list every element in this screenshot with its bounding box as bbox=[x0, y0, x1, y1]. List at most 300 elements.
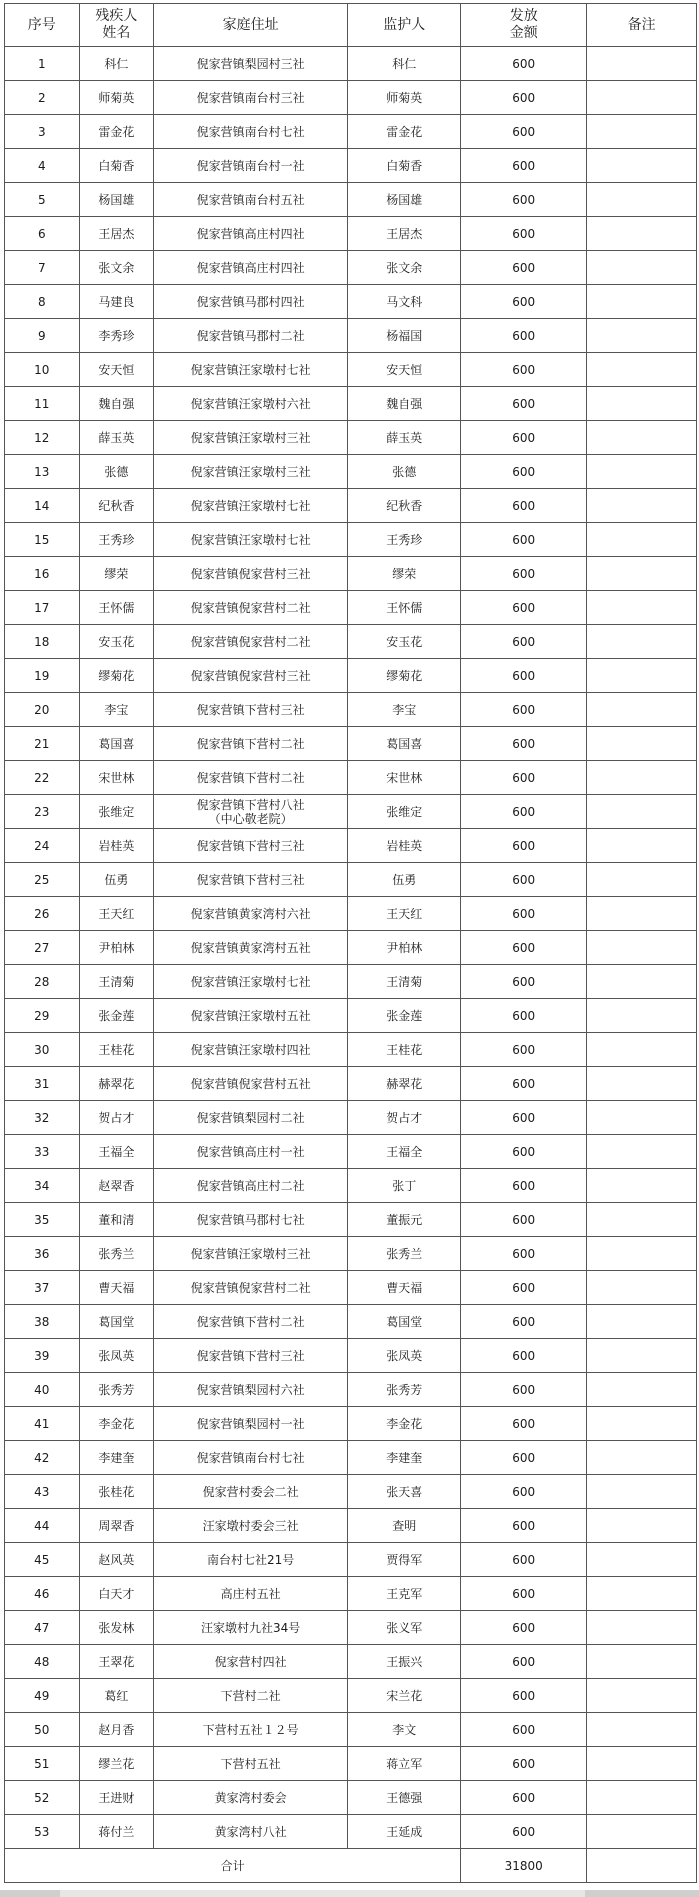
address-cell bbox=[154, 149, 348, 183]
guardian-cell: 张天喜 bbox=[348, 1475, 461, 1509]
amount-cell: 600 bbox=[461, 421, 587, 455]
table-row bbox=[5, 1509, 697, 1543]
seq-cell: 16 bbox=[5, 557, 80, 591]
address-line1: 倪家营镇汪家墩村三社 bbox=[190, 464, 311, 479]
table-row bbox=[5, 863, 697, 897]
amount-cell: 600 bbox=[461, 1713, 587, 1747]
amount-cell: 600 bbox=[461, 319, 587, 353]
table-row bbox=[5, 319, 697, 353]
address-cell bbox=[154, 1407, 348, 1441]
guardian-cell: 伍勇 bbox=[348, 863, 461, 897]
table-header bbox=[5, 4, 697, 47]
guardian-cell: 王居杰 bbox=[348, 217, 461, 251]
seq-cell: 25 bbox=[5, 863, 80, 897]
table-row bbox=[5, 1713, 697, 1747]
amount-cell: 600 bbox=[461, 591, 587, 625]
name-cell: 张发林 bbox=[79, 1611, 154, 1645]
amount-cell: 600 bbox=[461, 387, 587, 421]
scrollbar-right-segment bbox=[585, 1890, 699, 1897]
name-cell: 王进财 bbox=[79, 1781, 154, 1815]
guardian-cell: 李金花 bbox=[348, 1407, 461, 1441]
seq-cell: 23 bbox=[5, 795, 80, 829]
name-cell: 张金莲 bbox=[79, 999, 154, 1033]
guardian-cell: 张秀兰 bbox=[348, 1237, 461, 1271]
address-cell bbox=[154, 387, 348, 421]
seq-cell: 22 bbox=[5, 761, 80, 795]
guardian-cell: 李宝 bbox=[348, 693, 461, 727]
name-cell: 张秀芳 bbox=[79, 1373, 154, 1407]
address-line1: 倪家营镇汪家墩村五社 bbox=[190, 1008, 311, 1023]
address-cell bbox=[154, 523, 348, 557]
remark-cell bbox=[587, 251, 697, 285]
header-address: 家庭住址 bbox=[154, 4, 348, 47]
address-cell bbox=[154, 557, 348, 591]
seq-cell: 49 bbox=[5, 1679, 80, 1713]
remark-cell bbox=[587, 1169, 697, 1203]
name-cell: 蒋付兰 bbox=[79, 1815, 154, 1849]
address-cell bbox=[154, 863, 348, 897]
guardian-cell: 张秀芳 bbox=[348, 1373, 461, 1407]
guardian-cell: 薛玉英 bbox=[348, 421, 461, 455]
name-cell: 安玉花 bbox=[79, 625, 154, 659]
name-cell: 纪秋香 bbox=[79, 489, 154, 523]
name-cell: 白菊香 bbox=[79, 149, 154, 183]
guardian-cell: 王怀儒 bbox=[348, 591, 461, 625]
amount-cell: 600 bbox=[461, 965, 587, 999]
guardian-cell: 张德 bbox=[348, 455, 461, 489]
table-row bbox=[5, 1747, 697, 1781]
guardian-cell: 张丁 bbox=[348, 1169, 461, 1203]
guardian-cell: 王延成 bbox=[348, 1815, 461, 1849]
table-row bbox=[5, 387, 697, 421]
amount-cell: 600 bbox=[461, 931, 587, 965]
name-cell: 尹柏林 bbox=[79, 931, 154, 965]
table-row bbox=[5, 1611, 697, 1645]
amount-cell: 600 bbox=[461, 217, 587, 251]
seq-cell: 17 bbox=[5, 591, 80, 625]
remark-cell bbox=[587, 1067, 697, 1101]
seq-cell: 7 bbox=[5, 251, 80, 285]
seq-cell: 47 bbox=[5, 1611, 80, 1645]
table-row bbox=[5, 897, 697, 931]
name-cell: 伍勇 bbox=[79, 863, 154, 897]
guardian-cell: 王克军 bbox=[348, 1577, 461, 1611]
table-row bbox=[5, 1645, 697, 1679]
seq-cell: 38 bbox=[5, 1305, 80, 1339]
address-cell bbox=[154, 1373, 348, 1407]
address-line1: 倪家营镇下营村三社 bbox=[196, 1348, 305, 1363]
remark-cell bbox=[587, 1441, 697, 1475]
seq-cell: 48 bbox=[5, 1645, 80, 1679]
remark-cell bbox=[587, 863, 697, 897]
address-cell bbox=[154, 183, 348, 217]
amount-cell: 600 bbox=[461, 523, 587, 557]
table-footer bbox=[5, 1849, 697, 1883]
address-cell bbox=[154, 1645, 348, 1679]
seq-cell: 6 bbox=[5, 217, 80, 251]
amount-cell: 600 bbox=[461, 693, 587, 727]
guardian-cell: 张金莲 bbox=[348, 999, 461, 1033]
name-cell: 科仁 bbox=[79, 47, 154, 81]
total-row bbox=[5, 1849, 697, 1883]
remark-cell bbox=[587, 931, 697, 965]
name-cell: 魏自强 bbox=[79, 387, 154, 421]
address-cell bbox=[154, 1713, 348, 1747]
address-line1: 倪家营镇南台村五社 bbox=[196, 192, 305, 207]
remark-cell bbox=[587, 1203, 697, 1237]
address-line1: 倪家营镇倪家营村二社 bbox=[190, 600, 311, 615]
address-line1: 倪家营镇马郡村二社 bbox=[196, 328, 305, 343]
amount-cell: 600 bbox=[461, 183, 587, 217]
address-line2: （中心敬老院） bbox=[208, 811, 293, 826]
amount-cell: 600 bbox=[461, 115, 587, 149]
remark-cell bbox=[587, 1339, 697, 1373]
address-cell bbox=[154, 319, 348, 353]
table-row bbox=[5, 115, 697, 149]
seq-cell: 35 bbox=[5, 1203, 80, 1237]
address-cell bbox=[154, 965, 348, 999]
seq-cell: 28 bbox=[5, 965, 80, 999]
address-cell bbox=[154, 1305, 348, 1339]
seq-cell: 3 bbox=[5, 115, 80, 149]
name-cell: 缪荣 bbox=[79, 557, 154, 591]
address-line1: 倪家营镇梨园村一社 bbox=[196, 1416, 305, 1431]
remark-cell bbox=[587, 625, 697, 659]
address-line1: 倪家营镇马郡村四社 bbox=[196, 294, 305, 309]
guardian-cell: 岩桂英 bbox=[348, 829, 461, 863]
table-row bbox=[5, 659, 697, 693]
table-row bbox=[5, 421, 697, 455]
address-cell bbox=[154, 1203, 348, 1237]
table-row bbox=[5, 455, 697, 489]
address-line1: 南台村七社21号 bbox=[207, 1552, 295, 1567]
remark-cell bbox=[587, 1577, 697, 1611]
amount-cell: 600 bbox=[461, 1237, 587, 1271]
amount-cell: 600 bbox=[461, 47, 587, 81]
seq-cell: 37 bbox=[5, 1271, 80, 1305]
remark-cell bbox=[587, 1747, 697, 1781]
table-row bbox=[5, 1815, 697, 1849]
remark-cell bbox=[587, 115, 697, 149]
seq-cell: 52 bbox=[5, 1781, 80, 1815]
address-line1: 倪家营村委会二社 bbox=[202, 1484, 299, 1499]
guardian-cell: 雷金花 bbox=[348, 115, 461, 149]
address-cell bbox=[154, 251, 348, 285]
name-cell: 王清菊 bbox=[79, 965, 154, 999]
name-cell: 雷金花 bbox=[79, 115, 154, 149]
remark-cell bbox=[587, 1305, 697, 1339]
address-line1: 倪家营镇倪家营村五社 bbox=[190, 1076, 311, 1091]
guardian-cell: 王秀珍 bbox=[348, 523, 461, 557]
guardian-cell: 贾得军 bbox=[348, 1543, 461, 1577]
address-cell bbox=[154, 1747, 348, 1781]
guardian-cell: 王振兴 bbox=[348, 1645, 461, 1679]
remark-cell bbox=[587, 387, 697, 421]
name-cell: 贺占才 bbox=[79, 1101, 154, 1135]
remark-cell bbox=[587, 489, 697, 523]
remark-cell bbox=[587, 1475, 697, 1509]
amount-cell: 600 bbox=[461, 1407, 587, 1441]
table-row bbox=[5, 829, 697, 863]
seq-cell: 31 bbox=[5, 1067, 80, 1101]
address-line1: 倪家营镇高庄村四社 bbox=[196, 226, 305, 241]
address-line1: 倪家营镇下营村三社 bbox=[196, 838, 305, 853]
address-line1: 汪家墩村九社34号 bbox=[201, 1620, 301, 1635]
table-row bbox=[5, 1101, 697, 1135]
address-line1: 倪家营镇高庄村一社 bbox=[196, 1144, 305, 1159]
guardian-cell: 缪荣 bbox=[348, 557, 461, 591]
table-row bbox=[5, 1169, 697, 1203]
address-line1: 倪家营镇梨园村二社 bbox=[196, 1110, 305, 1125]
remark-cell bbox=[587, 319, 697, 353]
guardian-cell: 王德强 bbox=[348, 1781, 461, 1815]
name-cell: 赵翠香 bbox=[79, 1169, 154, 1203]
address-cell bbox=[154, 1067, 348, 1101]
address-cell bbox=[154, 659, 348, 693]
address-line1: 倪家营镇倪家营村二社 bbox=[190, 634, 311, 649]
name-cell: 王怀儒 bbox=[79, 591, 154, 625]
seq-cell: 13 bbox=[5, 455, 80, 489]
table-row bbox=[5, 1577, 697, 1611]
address-cell bbox=[154, 1815, 348, 1849]
remark-cell bbox=[587, 1509, 697, 1543]
name-cell: 周翠香 bbox=[79, 1509, 154, 1543]
address-line1: 倪家营镇高庄村二社 bbox=[196, 1178, 305, 1193]
amount-cell: 600 bbox=[461, 1101, 587, 1135]
address-cell bbox=[154, 1509, 348, 1543]
remark-cell bbox=[587, 1101, 697, 1135]
guardian-cell: 宋兰花 bbox=[348, 1679, 461, 1713]
amount-cell: 600 bbox=[461, 1679, 587, 1713]
remark-cell bbox=[587, 149, 697, 183]
name-cell: 葛红 bbox=[79, 1679, 154, 1713]
remark-cell bbox=[587, 897, 697, 931]
table-row bbox=[5, 1475, 697, 1509]
amount-cell: 600 bbox=[461, 829, 587, 863]
address-line1: 倪家营镇梨园村六社 bbox=[196, 1382, 305, 1397]
guardian-cell: 李文 bbox=[348, 1713, 461, 1747]
table-row bbox=[5, 1271, 697, 1305]
remark-cell bbox=[587, 523, 697, 557]
horizontal-scrollbar[interactable] bbox=[0, 1890, 699, 1897]
table-row bbox=[5, 1135, 697, 1169]
address-line1: 黄家湾村八社 bbox=[214, 1824, 287, 1839]
name-cell: 曹天福 bbox=[79, 1271, 154, 1305]
table-row bbox=[5, 1067, 697, 1101]
amount-cell: 600 bbox=[461, 1373, 587, 1407]
remark-cell bbox=[587, 795, 697, 829]
address-line1: 下营村五社 bbox=[220, 1756, 281, 1771]
remark-cell bbox=[587, 1679, 697, 1713]
seq-cell: 32 bbox=[5, 1101, 80, 1135]
seq-cell: 30 bbox=[5, 1033, 80, 1067]
table-row bbox=[5, 523, 697, 557]
name-cell: 岩桂英 bbox=[79, 829, 154, 863]
guardian-cell: 安玉花 bbox=[348, 625, 461, 659]
amount-cell: 600 bbox=[461, 1033, 587, 1067]
name-cell: 缪菊花 bbox=[79, 659, 154, 693]
name-cell: 张维定 bbox=[79, 795, 154, 829]
address-cell bbox=[154, 829, 348, 863]
remark-cell bbox=[587, 1237, 697, 1271]
seq-cell: 4 bbox=[5, 149, 80, 183]
name-cell: 王翠花 bbox=[79, 1645, 154, 1679]
header-name-line1: 残疾人 bbox=[95, 8, 138, 24]
table-row bbox=[5, 1305, 697, 1339]
amount-cell: 600 bbox=[461, 625, 587, 659]
address-cell bbox=[154, 1237, 348, 1271]
name-cell: 杨国雄 bbox=[79, 183, 154, 217]
disability-subsidy-table bbox=[4, 3, 697, 1883]
table-row bbox=[5, 251, 697, 285]
guardian-cell: 魏自强 bbox=[348, 387, 461, 421]
address-line1: 倪家营镇下营村二社 bbox=[196, 736, 305, 751]
total-label: 合计 bbox=[5, 1849, 461, 1883]
table-row bbox=[5, 727, 697, 761]
amount-cell: 600 bbox=[461, 1441, 587, 1475]
name-cell: 张桂花 bbox=[79, 1475, 154, 1509]
address-line1: 倪家营镇南台村七社 bbox=[196, 124, 305, 139]
remark-cell bbox=[587, 1407, 697, 1441]
address-cell bbox=[154, 897, 348, 931]
address-cell bbox=[154, 421, 348, 455]
address-cell bbox=[154, 795, 348, 829]
amount-cell: 600 bbox=[461, 1611, 587, 1645]
table-row bbox=[5, 1441, 697, 1475]
address-line1: 倪家营镇下营村三社 bbox=[196, 702, 305, 717]
guardian-cell: 张文余 bbox=[348, 251, 461, 285]
table-row bbox=[5, 489, 697, 523]
address-cell bbox=[154, 931, 348, 965]
seq-cell: 51 bbox=[5, 1747, 80, 1781]
address-line1: 倪家营镇汪家墩村七社 bbox=[190, 532, 311, 547]
total-remark-cell bbox=[587, 1849, 697, 1883]
address-line1: 倪家营镇下营村二社 bbox=[196, 770, 305, 785]
address-cell bbox=[154, 1101, 348, 1135]
address-line1: 倪家营镇汪家墩村七社 bbox=[190, 362, 311, 377]
address-cell bbox=[154, 455, 348, 489]
amount-cell: 600 bbox=[461, 81, 587, 115]
name-cell: 安天恒 bbox=[79, 353, 154, 387]
table-row bbox=[5, 557, 697, 591]
name-cell: 白天才 bbox=[79, 1577, 154, 1611]
amount-cell: 600 bbox=[461, 557, 587, 591]
address-line1: 倪家营镇汪家墩村三社 bbox=[190, 1246, 311, 1261]
address-line1: 高庄村五社 bbox=[220, 1586, 281, 1601]
amount-cell: 600 bbox=[461, 795, 587, 829]
table-row bbox=[5, 81, 697, 115]
seq-cell: 11 bbox=[5, 387, 80, 421]
seq-cell: 45 bbox=[5, 1543, 80, 1577]
guardian-cell: 王天红 bbox=[348, 897, 461, 931]
amount-cell: 600 bbox=[461, 455, 587, 489]
table-row bbox=[5, 795, 697, 829]
name-cell: 王秀珍 bbox=[79, 523, 154, 557]
seq-cell: 5 bbox=[5, 183, 80, 217]
guardian-cell: 安天恒 bbox=[348, 353, 461, 387]
header-amount-line1: 发放 bbox=[509, 8, 538, 24]
header-name-line2: 姓名 bbox=[102, 25, 131, 41]
address-line1: 倪家营镇马郡村七社 bbox=[196, 1212, 305, 1227]
seq-cell: 21 bbox=[5, 727, 80, 761]
remark-cell bbox=[587, 557, 697, 591]
address-line1: 黄家湾村委会 bbox=[214, 1790, 287, 1805]
guardian-cell: 宋世林 bbox=[348, 761, 461, 795]
address-cell bbox=[154, 999, 348, 1033]
address-line1: 倪家营镇汪家墩村七社 bbox=[190, 498, 311, 513]
amount-cell: 600 bbox=[461, 285, 587, 319]
address-line1: 倪家营镇南台村七社 bbox=[196, 1450, 305, 1465]
table-row bbox=[5, 1373, 697, 1407]
guardian-cell: 杨国雄 bbox=[348, 183, 461, 217]
address-cell bbox=[154, 1135, 348, 1169]
name-cell: 李宝 bbox=[79, 693, 154, 727]
address-line1: 倪家营镇下营村八社 bbox=[196, 797, 305, 812]
seq-cell: 46 bbox=[5, 1577, 80, 1611]
seq-cell: 40 bbox=[5, 1373, 80, 1407]
remark-cell bbox=[587, 1033, 697, 1067]
seq-cell: 15 bbox=[5, 523, 80, 557]
remark-cell bbox=[587, 285, 697, 319]
address-cell bbox=[154, 1033, 348, 1067]
seq-cell: 18 bbox=[5, 625, 80, 659]
table-row bbox=[5, 1203, 697, 1237]
amount-cell: 600 bbox=[461, 149, 587, 183]
seq-cell: 19 bbox=[5, 659, 80, 693]
remark-cell bbox=[587, 1135, 697, 1169]
address-line1: 倪家营镇倪家营村二社 bbox=[190, 1280, 311, 1295]
table-row bbox=[5, 1407, 697, 1441]
remark-cell bbox=[587, 47, 697, 81]
table-row bbox=[5, 1237, 697, 1271]
table-row bbox=[5, 285, 697, 319]
amount-cell: 600 bbox=[461, 353, 587, 387]
total-amount: 31800 bbox=[461, 1849, 587, 1883]
name-cell: 董和清 bbox=[79, 1203, 154, 1237]
address-line1: 倪家营镇高庄村四社 bbox=[196, 260, 305, 275]
amount-cell: 600 bbox=[461, 1169, 587, 1203]
amount-cell: 600 bbox=[461, 1339, 587, 1373]
address-cell bbox=[154, 81, 348, 115]
amount-cell: 600 bbox=[461, 761, 587, 795]
table-row bbox=[5, 931, 697, 965]
remark-cell bbox=[587, 1373, 697, 1407]
address-line1: 倪家营镇梨园村三社 bbox=[196, 56, 305, 71]
guardian-cell: 王福全 bbox=[348, 1135, 461, 1169]
seq-cell: 29 bbox=[5, 999, 80, 1033]
guardian-cell: 科仁 bbox=[348, 47, 461, 81]
seq-cell: 8 bbox=[5, 285, 80, 319]
seq-cell: 20 bbox=[5, 693, 80, 727]
remark-cell bbox=[587, 81, 697, 115]
name-cell: 薛玉英 bbox=[79, 421, 154, 455]
amount-cell: 600 bbox=[461, 1577, 587, 1611]
name-cell: 葛国堂 bbox=[79, 1305, 154, 1339]
remark-cell bbox=[587, 1645, 697, 1679]
address-cell bbox=[154, 1781, 348, 1815]
amount-cell: 600 bbox=[461, 659, 587, 693]
guardian-cell: 蒋立军 bbox=[348, 1747, 461, 1781]
address-cell bbox=[154, 1339, 348, 1373]
guardian-cell: 查明 bbox=[348, 1509, 461, 1543]
address-cell bbox=[154, 625, 348, 659]
amount-cell: 600 bbox=[461, 1305, 587, 1339]
amount-cell: 600 bbox=[461, 251, 587, 285]
remark-cell bbox=[587, 353, 697, 387]
guardian-cell: 白菊香 bbox=[348, 149, 461, 183]
remark-cell bbox=[587, 999, 697, 1033]
guardian-cell: 王桂花 bbox=[348, 1033, 461, 1067]
